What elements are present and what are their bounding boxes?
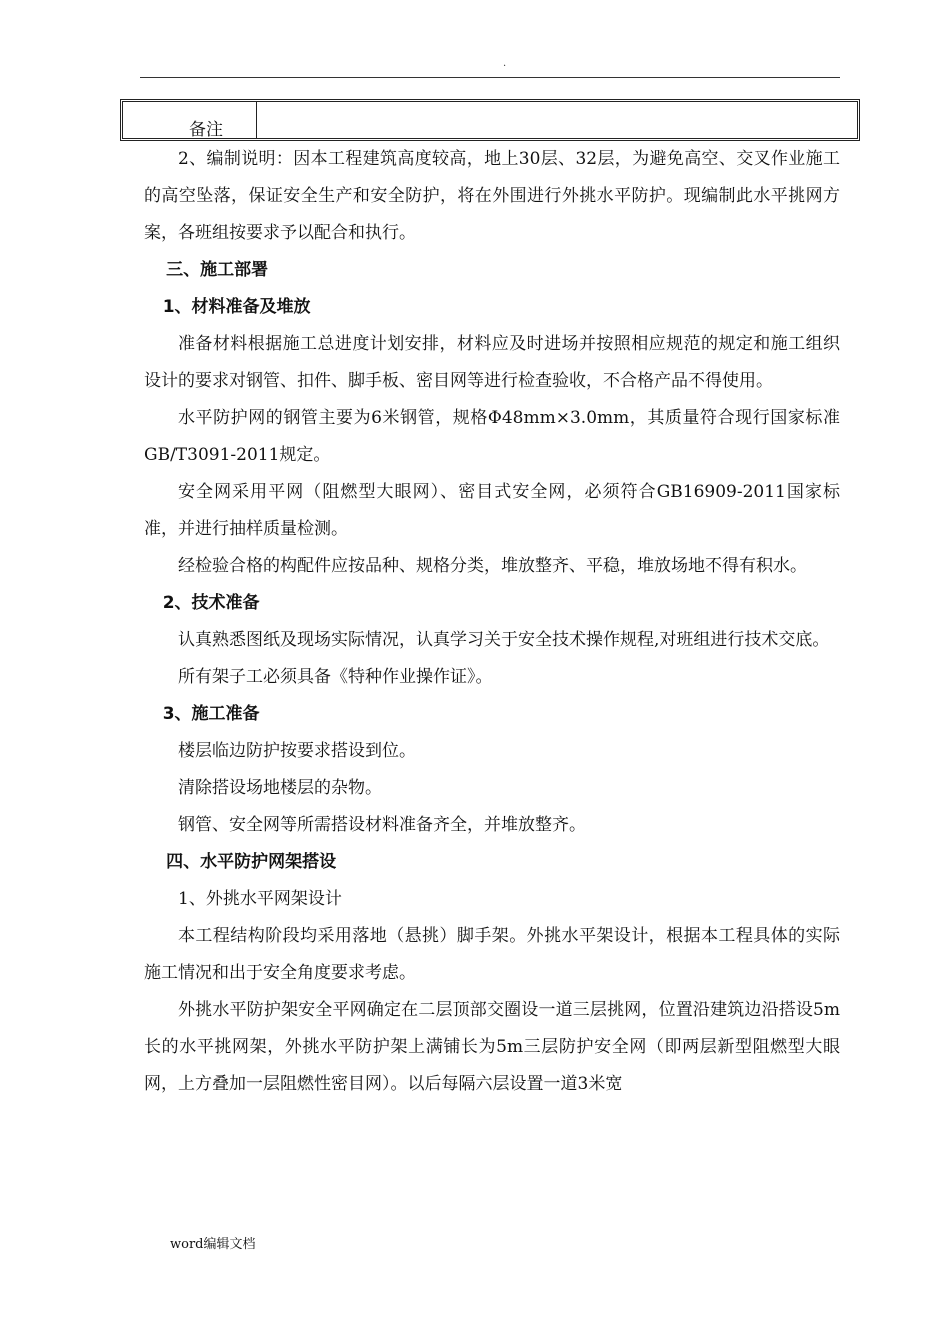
paragraph-net-layout: 外挑水平防护架安全平网确定在二层顶部交圈设一道三层挑网，位置沿建筑边沿搭设5m长的水平挑网架，外挑水平防护架上满铺长为5m三层防护安全网（即两层新型阻燃型大眼网，上方叠加一层阻燃性密目网）。以后每隔六层设置一道3米宽 [144, 1000, 840, 1094]
line-materials-ready: 钢管、安全网等所需搭设材料准备齐全，并堆放整齐。 [178, 815, 586, 835]
section-heading-net-erection: 四、水平防护网架搭设 [166, 852, 337, 872]
paragraph-materials-prep: 准备材料根据施工总进度计划安排，材料应及时进场并按照相应规范的规定和施工组织设计的要求对钢管、扣件、脚手板、密目网等进行检查验收，不合格产品不得使用。 [144, 334, 840, 391]
line-edge-protection: 楼层临边防护按要求搭设到位。 [178, 741, 416, 761]
subheading-materials: 1、材料准备及堆放 [162, 297, 311, 317]
subheading-technical: 2、技术准备 [162, 593, 260, 613]
paragraph-safety-net: 安全网采用平网（阻燃型大眼网）、密目式安全网，必须符合GB16909-2011国家标准，并进行抽样质量检测。 [144, 482, 840, 539]
paragraph-scaffold-design: 本工程结构阶段均采用落地（悬挑）脚手架。外挑水平架设计，根据本工程具体的实际施工情况和出于安全角度要求考虑。 [144, 926, 840, 983]
paragraph-storage: 经检验合格的构配件应按品种、规格分类，堆放整齐、平稳，堆放场地不得有积水。 [178, 556, 807, 576]
header-rule [140, 77, 840, 78]
document-body [144, 141, 840, 1103]
note-label: 备注 [189, 120, 223, 140]
paragraph-certificate: 所有架子工必须具备《特种作业操作证》。 [178, 667, 493, 687]
paragraph-steel-pipe: 水平防护网的钢管主要为6米钢管，规格Φ48mm×3.0mm，其质量符合现行国家标准GB/T3091-2011规定。 [144, 408, 840, 465]
section-heading-deployment: 三、施工部署 [166, 260, 269, 280]
note-table [120, 99, 860, 141]
subheading-construction-prep: 3、施工准备 [162, 704, 260, 724]
note-label-cell [123, 102, 257, 138]
line-clear-debris: 清除搭设场地楼层的杂物。 [178, 778, 382, 798]
subheading-net-design: 1、外挑水平网架设计 [178, 889, 342, 909]
paragraph-compilation-note: 2、编制说明：因本工程建筑高度较高，地上30层、32层，为避免高空、交叉作业施工的高空坠落，保证安全生产和安全防护，将在外围进行外挑水平防护。现编制此水平挑网方案，各班组按要求予以配合和执行。 [144, 149, 840, 243]
footer-text: word编辑文档 [170, 1237, 256, 1252]
header-dot: . [503, 58, 507, 69]
paragraph-technical-study: 认真熟悉图纸及现场实际情况，认真学习关于安全技术操作规程,对班组进行技术交底。 [178, 630, 830, 650]
